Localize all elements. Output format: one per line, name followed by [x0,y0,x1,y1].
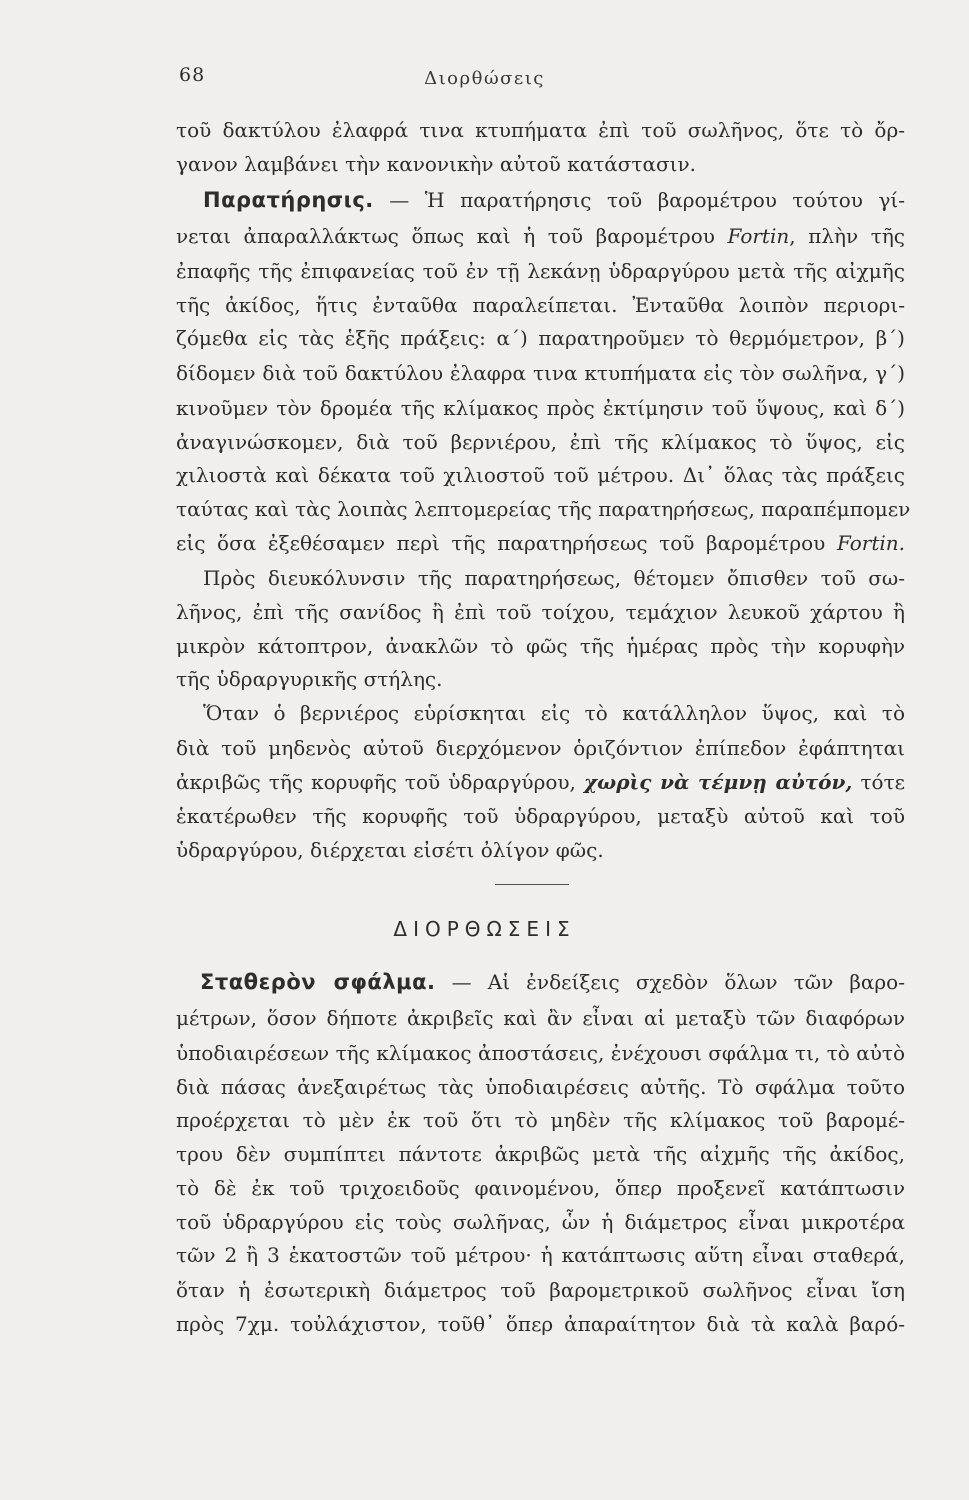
text-span: — Ἡ παρατήρησις τοῦ βαρομέτρου τούτου γί- [373,188,905,212]
text-line: ἑκατέρωθεν τῆς κορυφῆς τοῦ ὑδραργύρου, μεταξὺ αὐτοῦ καὶ τοῦ [176,804,905,828]
text-line [200,968,905,996]
text-span: , πλὴν τῆς [789,224,906,248]
text-span: εἰς ὅσα ἐξεθέσαμεν περὶ τῆς παρατηρήσεως τοῦ βαρομέτρου [176,531,837,555]
text-span: — Αἱ ἐνδείξεις σχεδὸν ὅλων τῶν βαρο- [435,970,905,994]
fortin-italic: Fortin [727,224,790,248]
text-line: χιλιοστὰ καὶ δέκατα τοῦ χιλιοστοῦ τοῦ μέτρου. Δι᾿ ὅλας τὰς πράξεις [176,463,905,487]
text-line: τρου δὲν συμπίπτει πάντοτε ἀκριβῶς μετὰ τῆς αἰχμῆς τῆς ἀκίδος, [176,1142,905,1166]
text-line: μέτρων, ὅσον δήποτε ἀκριβεῖς καὶ ἂν εἶναι αἱ μεταξὺ τῶν διαφόρων [176,1006,905,1030]
text-line: προέρχεται τὸ μὲν ἐκ τοῦ ὅτι τὸ μηδὲν τῆς κλίμακος τοῦ βαρομέ- [176,1108,905,1132]
text-line: τοῦ δακτύλου ἐλαφρά τινα κτυπήματα ἐπὶ τοῦ σωλῆνος, ὅτε τὸ ὄρ- [176,118,905,142]
text-line: ὑδραργύρου, διέρχεται εἰσέτι ὀλίγον φῶς. [176,838,604,862]
text-line: ἀναγινώσκομεν, διὰ τοῦ βερνιέρου, ἐπὶ τῆς κλίμακος τὸ ὕψος, εἰς [176,430,905,454]
text-line: διὰ τοῦ μηδενὸς αὐτοῦ διερχόμενον ὁριζόντιον ἐπίπεδον ἐφάπτηται [176,736,905,760]
text-span: νεται ἀπαραλλάκτως ὅπως καὶ ἡ τοῦ βαρομέτρου [176,224,728,248]
text-line: ὅταν ἡ ἐσωτερικὴ διάμετρος τοῦ βαρομετρικοῦ σωλῆνος εἶναι ἴση [176,1278,905,1302]
text-line: μικρὸν κάτοπτρον, ἀνακλῶν τὸ φῶς τῆς ἡμέρας πρὸς τὴν κορυφὴν [176,634,905,658]
paragraph-heading: Παρατήρησις. [203,188,374,212]
text-line: τῶν 2 ἢ 3 ἑκατοστῶν τοῦ μέτρου· ἡ κατάπτωσις αὕτη εἶναι σταθερά, [176,1243,905,1267]
text-line: ζόμεθα εἰς τὰς ἑξῆς πράξεις: α΄) παρατηροῦμεν τὸ θερμόμετρον, β΄) [176,326,905,350]
text-line: τῆς ὑδραργυρικῆς στήλης. [176,667,443,691]
text-line: τοῦ ὑδραργύρου εἰς τοὺς σωλῆνας, ὧν ἡ διάμετρος εἶναι μικροτέρα [176,1210,905,1234]
text-line: Ὅταν ὁ βερνιέρος εὑρίσκηται εἰς τὸ κατάλληλον ὕψος, καὶ τὸ [203,701,905,725]
section-title: ΔΙΟΡΘΩΣΕΙΣ [393,917,576,941]
text-line: ὑποδιαιρέσεων τῆς κλίμακος ἀποστάσεις, ἐνέχουσι σφάλμα τι, τὸ αὐτὸ [176,1041,905,1065]
page-number: 68 [179,64,206,86]
text-line [176,222,905,250]
text-line: ἐπαφῆς τῆς ἐπιφανείας τοῦ ἐν τῇ λεκάνῃ ὑδραργύρου μετὰ τῆς αἰχμῆς [176,259,905,283]
text-line: δίδομεν διὰ τοῦ δακτύλου ἐλαφρα τινα κτυπήματα εἰς τὸν σωλῆνα, γ΄) [176,361,905,385]
text-line: πρὸς 7χμ. τοὐλάχιστον, τοῦθ᾿ ὅπερ ἀπαραίτητον διὰ τὰ καλὰ βαρό- [176,1312,905,1336]
text-line: γανον λαμβάνει τὴν κανονικὴν αὐτοῦ κατάστασιν. [176,152,696,176]
text-line [176,529,905,557]
text-span: ἀκριβῶς τῆς κορυφῆς τοῦ ὑδραργύρου, [176,770,585,794]
text-span: τότε [852,770,905,794]
text-line [176,768,905,796]
text-line: τὸ δὲ ἐκ τοῦ τριχοειδοῦς φαινομένου, ὅπερ προξενεῖ κατάπτωσιν [176,1176,905,1200]
running-head: Διορθώσεις [424,68,545,89]
text-line: τῆς ἀκίδος, ἥτις ἐνταῦθα παραλείπεται. Ἐνταῦθα λοιπὸν περιορι- [176,293,905,317]
text-line: λῆνος, ἐπὶ τῆς σανίδος ἢ ἐπὶ τοῦ τοίχου, τεμάχιον λευκοῦ χάρτου ἢ [176,600,905,624]
emphasis-text: χωρὶς νὰ τέμνῃ αὐτόν, [584,770,853,794]
fortin-italic: Fortin. [836,531,905,555]
section-divider [495,884,569,885]
text-line: διὰ πάσας ἀνεξαιρέτως τὰς ὑποδιαιρέσεις αὐτῆς. Τὸ σφάλμα τοῦτο [176,1075,905,1099]
text-line [203,186,905,214]
text-line: Πρὸς διευκόλυνσιν τῆς παρατηρήσεως, θέτομεν ὄπισθεν τοῦ σω- [203,566,905,590]
paragraph-heading: Σταθερὸν σφάλμα. [200,970,436,994]
text-line: κινοῦμεν τὸν δρομέα τῆς κλίμακος πρὸς ἐκτίμησιν τοῦ ὕψους, καὶ δ΄) [176,396,905,420]
text-line: ταύτας καὶ τὰς λοιπὰς λεπτομερείας τῆς παρατηρήσεως, παραπέμπομεν [176,497,911,521]
